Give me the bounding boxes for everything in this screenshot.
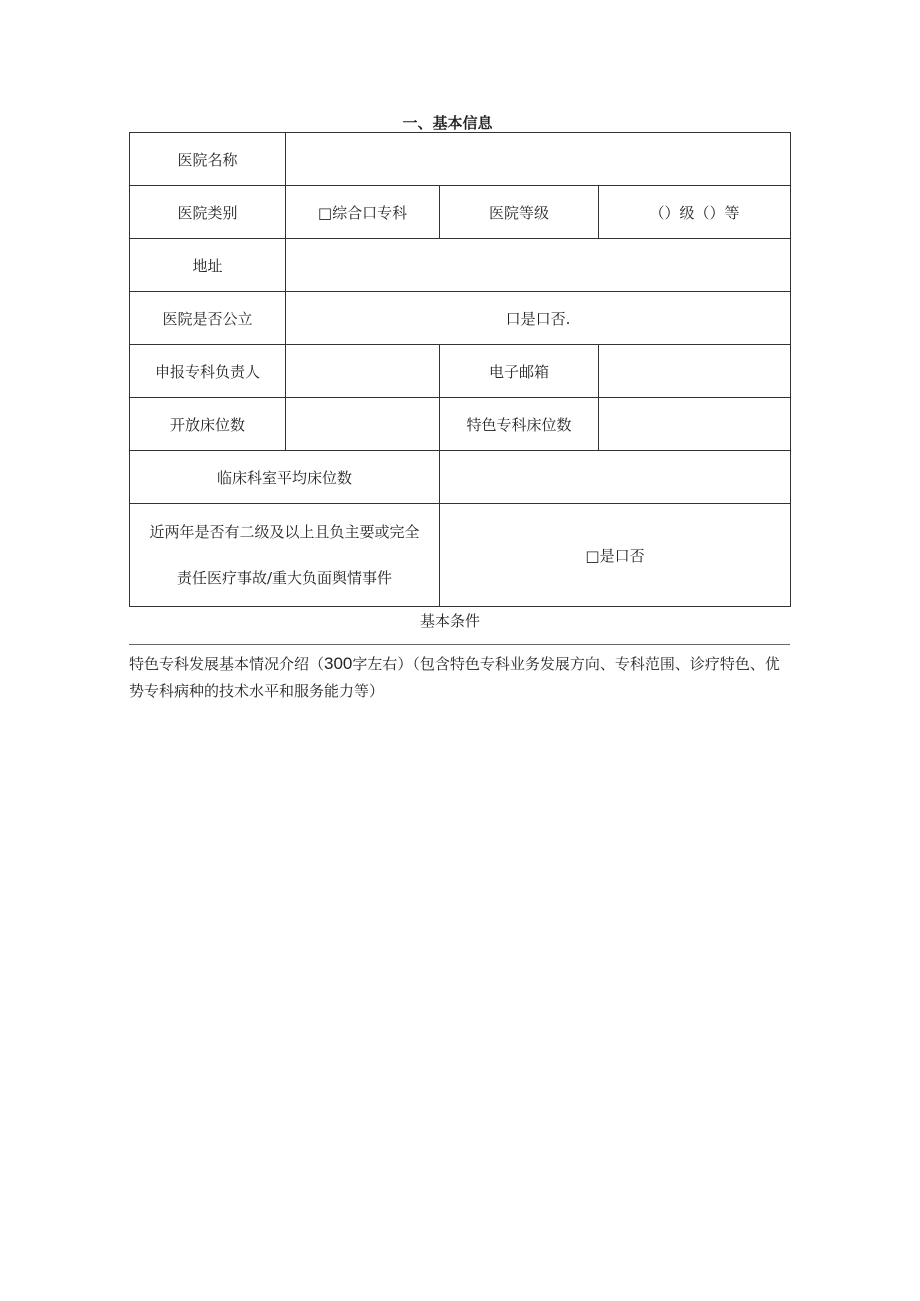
incident-options[interactable]: □是口否 — [440, 504, 791, 607]
incident-label-line1: 近两年是否有二级及以上且负主要或完全 — [149, 523, 420, 541]
hospital-grade-label: 医院等级 — [440, 186, 599, 239]
open-beds-field[interactable] — [286, 398, 440, 451]
address-label: 地址 — [130, 239, 286, 292]
table-row — [130, 133, 791, 186]
intro-prefix: 特色专科发展基本情况介绍（ — [129, 655, 325, 673]
special-beds-label: 特色专科床位数 — [440, 398, 599, 451]
hospital-grade-field[interactable]: （）级（）等 — [599, 186, 791, 239]
incident-label — [130, 504, 440, 607]
email-label: 电子邮箱 — [440, 345, 599, 398]
section-title: 一、基本信息 — [402, 114, 493, 132]
table-row — [130, 345, 791, 398]
email-field[interactable] — [599, 345, 791, 398]
basic-info-table — [129, 132, 791, 607]
hospital-name-label: 医院名称 — [130, 133, 286, 186]
intro-paragraph — [129, 650, 790, 705]
intro-suffix: 字左右）（包含特色专科业务发展方向、专科范围、诊疗特色、优势专科病种的技术水平和服务能力等） — [129, 655, 780, 700]
hospital-name-field[interactable] — [286, 133, 791, 186]
open-beds-label: 开放床位数 — [130, 398, 286, 451]
director-label: 申报专科负责人 — [130, 345, 286, 398]
table-row — [130, 398, 791, 451]
divider-line — [129, 644, 790, 645]
hospital-type-options[interactable]: □综合口专科 — [286, 186, 440, 239]
special-beds-field[interactable] — [599, 398, 791, 451]
incident-label-line2: 责任医疗事故/重大负面舆情事件 — [176, 569, 393, 587]
public-hospital-options[interactable]: 口是口否. — [286, 292, 791, 345]
intro-word-count: 300 — [324, 654, 353, 673]
address-field[interactable] — [286, 239, 791, 292]
director-field[interactable] — [286, 345, 440, 398]
table-row — [130, 186, 791, 239]
avg-beds-field[interactable] — [440, 451, 791, 504]
table-row — [130, 239, 791, 292]
public-hospital-label: 医院是否公立 — [130, 292, 286, 345]
table-row — [130, 504, 791, 607]
hospital-type-label: 医院类别 — [130, 186, 286, 239]
avg-beds-label: 临床科室平均床位数 — [130, 451, 440, 504]
subsection-title: 基本条件 — [419, 612, 480, 630]
table-row — [130, 451, 791, 504]
table-row — [130, 292, 791, 345]
